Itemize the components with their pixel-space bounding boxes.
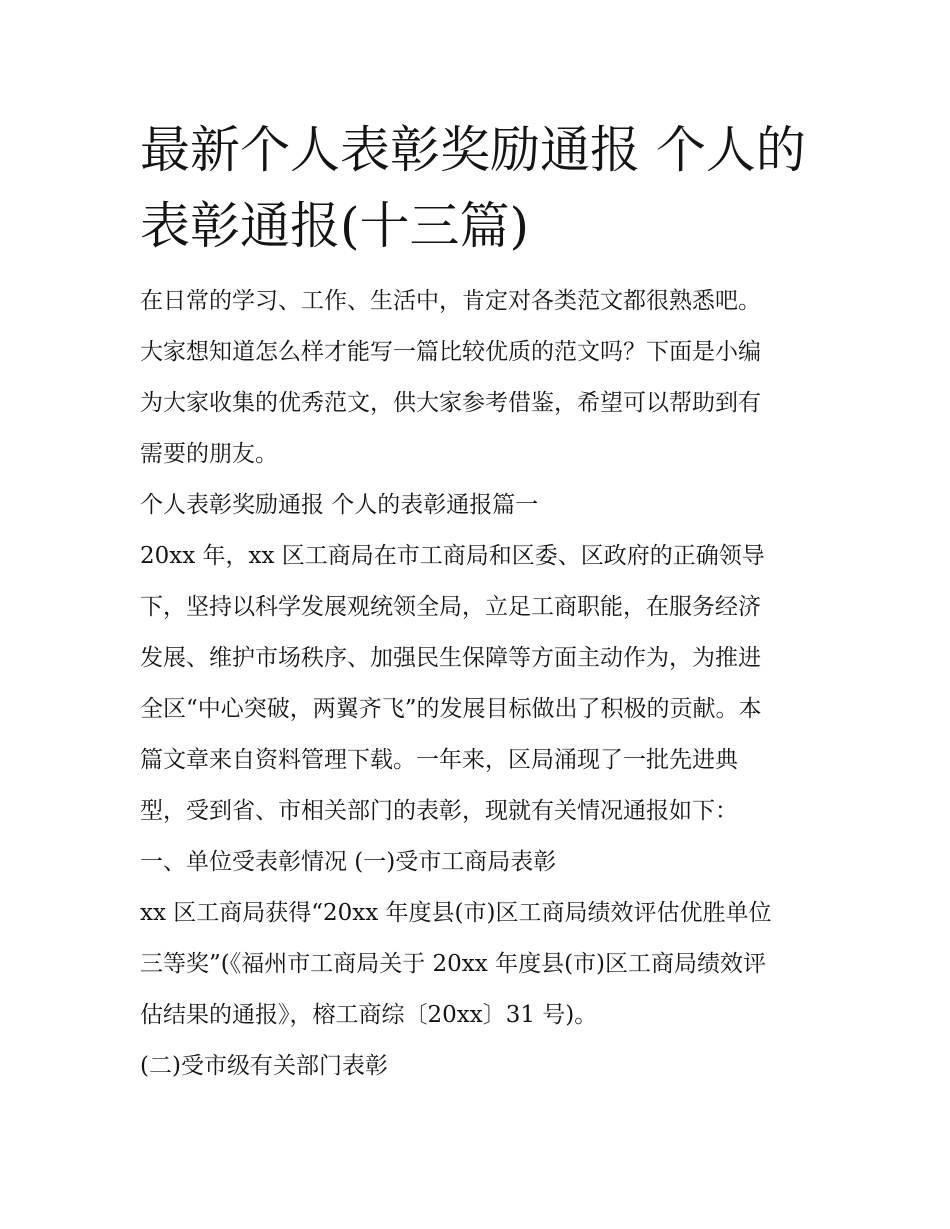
body-line: 估结果的通报》，榕工商综〔20xx〕31 号)。: [140, 1002, 598, 1028]
subsection-heading: (二)受市级有关部门表彰: [140, 1053, 388, 1079]
subsection-heading: 一、单位受表彰情况 (一)受市工商局表彰: [140, 849, 557, 875]
body-line: 下，坚持以科学发展观统领全局，立足工商职能，在服务经济: [140, 594, 761, 620]
section-heading: 个人表彰奖励通报 个人的表彰通报篇一: [140, 492, 539, 518]
body-line: 篇文章来自资料管理下载。一年来，区局涌现了一批先进典: [140, 747, 738, 773]
body-line: 三等奖”(《福州市工商局关于 20xx 年度县(市)区工商局绩效评: [140, 951, 767, 977]
title-line-1: 最新个人表彰奖励通报 个人的: [140, 121, 806, 179]
body-line: xx 区工商局获得“20xx 年度县(市)区工商局绩效评估优胜单位: [140, 900, 772, 926]
body-line: 全区“中心突破，两翼齐飞”的发展目标做出了积极的贡献。本: [140, 696, 762, 722]
document-title: [140, 112, 820, 264]
body-line: 在日常的学习、工作、生活中，肯定对各类范文都很熟悉吧。: [140, 288, 761, 314]
body-line: 大家想知道怎么样才能写一篇比较优质的范文吗？下面是小编: [140, 339, 761, 365]
body-line: 需要的朋友。: [140, 441, 278, 467]
document-body: [140, 276, 820, 1092]
title-line-2: 表彰通报(十三篇): [140, 197, 530, 255]
body-line: 型，受到省、市相关部门的表彰，现就有关情况通报如下：: [140, 798, 738, 824]
body-line: 20xx 年，xx 区工商局在市工商局和区委、区政府的正确领导: [140, 543, 765, 569]
body-line: 为大家收集的优秀范文，供大家参考借鉴，希望可以帮助到有: [140, 390, 761, 416]
body-line: 发展、维护市场秩序、加强民生保障等方面主动作为，为推进: [140, 645, 761, 671]
